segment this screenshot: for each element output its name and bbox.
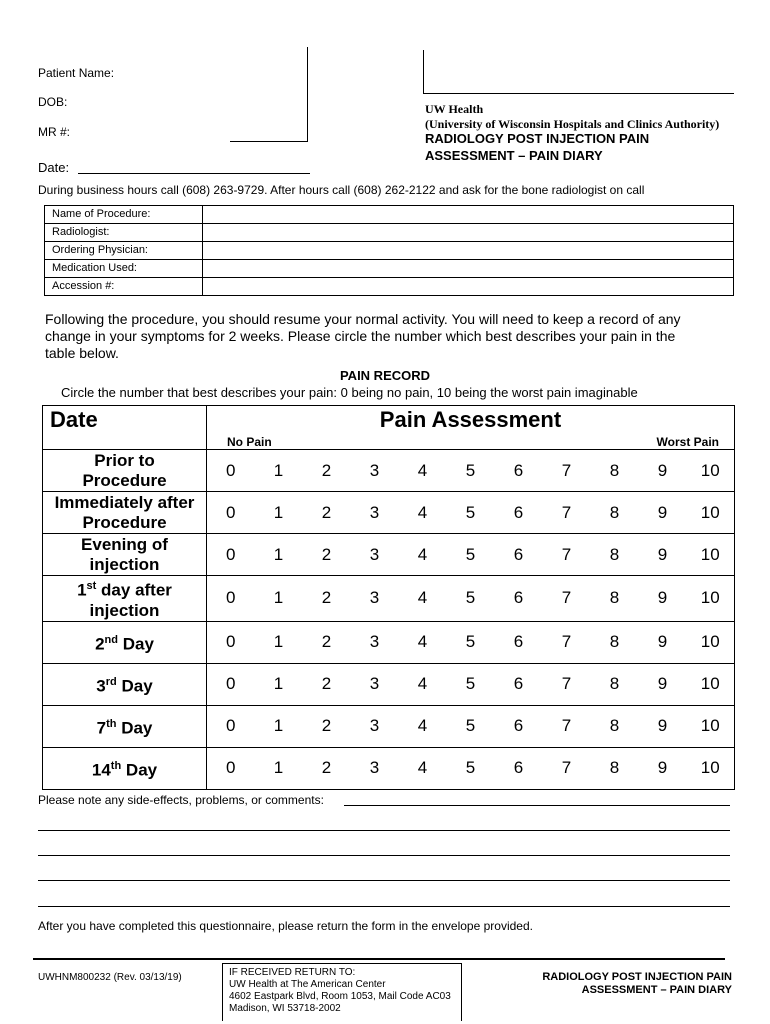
table-row (45, 206, 734, 224)
date-cell (43, 492, 207, 534)
date-cell (43, 534, 207, 576)
pain-score-option[interactable]: 6 (495, 663, 543, 705)
pain-score-option[interactable]: 6 (495, 450, 543, 492)
pain-score-option[interactable]: 5 (447, 534, 495, 576)
procedure-name-field[interactable] (203, 206, 734, 224)
assessment-column-header: Pain Assessment (207, 406, 735, 435)
date-cell (43, 705, 207, 747)
pain-score-option[interactable]: 9 (639, 747, 687, 789)
date-cell (43, 663, 207, 705)
pain-score-option[interactable]: 3 (351, 534, 399, 576)
row-label-line2: Procedure (82, 512, 167, 532)
day-label: day after (96, 580, 172, 600)
table-row (45, 278, 734, 296)
date-cell (43, 450, 207, 492)
pain-score-option[interactable]: 10 (687, 705, 735, 747)
radiologist-label: Radiologist: (45, 224, 203, 242)
pain-score-option[interactable]: 2 (303, 663, 351, 705)
pain-score-option[interactable]: 10 (687, 492, 735, 534)
ordinal-suffix: st (86, 580, 97, 592)
patient-box-border (307, 47, 308, 142)
pain-score-option[interactable]: 9 (639, 492, 687, 534)
pain-record-subtitle: Circle the number that best describes your pain: 0 being no pain, 10 being the worst pain imaginable (61, 385, 638, 400)
pain-score-option[interactable]: 8 (591, 534, 639, 576)
pain-score-option[interactable]: 4 (399, 621, 447, 663)
pain-score-option[interactable]: 3 (351, 576, 399, 622)
accession-label: Accession #: (45, 278, 203, 296)
table-header-row (43, 406, 735, 435)
pain-score-option[interactable]: 2 (303, 450, 351, 492)
pain-score-option[interactable]: 4 (399, 705, 447, 747)
return-address-line: 4602 Eastpark Blvd, Room 1053, Mail Code AC03 (229, 991, 451, 1002)
pain-score-option[interactable]: 0 (207, 747, 255, 789)
pain-score-option[interactable]: 7 (543, 663, 591, 705)
date-cell (43, 576, 207, 622)
pain-score-option[interactable]: 1 (255, 534, 303, 576)
day-number: 3 (96, 676, 106, 696)
pain-score-option[interactable]: 2 (303, 747, 351, 789)
contact-note: During business hours call (608) 263-9729. After hours call (608) 262-2122 and ask for the bone radiologist on call (38, 183, 645, 197)
pain-score-option[interactable]: 6 (495, 621, 543, 663)
pain-record-table (42, 405, 735, 790)
pain-score-option[interactable]: 5 (447, 576, 495, 622)
pain-score-option[interactable]: 2 (303, 534, 351, 576)
row-label-line1: Immediately after (54, 492, 195, 512)
day-label: Day (116, 718, 153, 738)
table-row (43, 663, 735, 705)
pain-score-option[interactable]: 7 (543, 705, 591, 747)
day-number: 1 (77, 580, 87, 600)
pain-score-option[interactable]: 1 (255, 492, 303, 534)
ordinal-suffix: rd (105, 675, 117, 688)
date-cell (43, 747, 207, 789)
form-id: UWHNM800232 (Rev. 03/13/19) (38, 972, 182, 983)
ordering-physician-field[interactable] (203, 242, 734, 260)
return-address-line: Madison, WI 53718-2002 (229, 1003, 341, 1014)
pain-score-option[interactable]: 1 (255, 705, 303, 747)
pain-score-option[interactable]: 8 (591, 663, 639, 705)
worst-pain-label: Worst Pain (656, 434, 719, 449)
return-address-box (222, 963, 462, 1021)
table-row (43, 492, 735, 534)
row-label-line1: Evening of (81, 534, 168, 554)
pain-score-option[interactable]: 5 (447, 705, 495, 747)
pain-score-option[interactable]: 9 (639, 705, 687, 747)
pain-score-option[interactable]: 6 (495, 705, 543, 747)
pain-score-option[interactable]: 10 (687, 576, 735, 622)
org-name: UW Health (425, 102, 484, 116)
pain-score-option[interactable]: 4 (399, 576, 447, 622)
pain-score-option[interactable]: 2 (303, 576, 351, 622)
pain-score-option[interactable]: 0 (207, 621, 255, 663)
pain-score-option[interactable]: 4 (399, 492, 447, 534)
pain-score-option[interactable]: 10 (687, 747, 735, 789)
ordering-physician-label: Ordering Physician: (45, 242, 203, 260)
day-number: 2 (95, 634, 105, 654)
header-box-border (423, 93, 734, 94)
pain-score-option[interactable]: 7 (543, 534, 591, 576)
pain-score-option[interactable]: 9 (639, 534, 687, 576)
patient-name-label: Patient Name: (38, 66, 115, 80)
row-label-line2: injection (89, 600, 160, 620)
pain-score-option[interactable]: 5 (447, 621, 495, 663)
pain-score-option[interactable]: 0 (207, 663, 255, 705)
pain-score-option[interactable]: 7 (543, 492, 591, 534)
table-row (45, 242, 734, 260)
date-field[interactable] (78, 173, 310, 174)
pain-score-option[interactable]: 5 (447, 747, 495, 789)
pain-score-option[interactable]: 5 (447, 492, 495, 534)
pain-score-option[interactable]: 3 (351, 705, 399, 747)
pain-score-option[interactable]: 3 (351, 621, 399, 663)
row-label-line1 (43, 576, 206, 601)
return-address-line: IF RECEIVED RETURN TO: (229, 967, 356, 978)
pain-score-option[interactable]: 10 (687, 534, 735, 576)
pain-score-option[interactable]: 0 (207, 576, 255, 622)
row-label-line1: Prior to (94, 450, 155, 470)
pain-score-option[interactable]: 9 (639, 450, 687, 492)
date-column-header: Date (43, 406, 207, 450)
pain-score-option[interactable]: 0 (207, 534, 255, 576)
day-label: Day (116, 676, 153, 696)
comments-line[interactable] (38, 906, 730, 907)
form-title-line2: ASSESSMENT – PAIN DIARY (425, 148, 603, 163)
pain-score-option[interactable]: 1 (255, 450, 303, 492)
row-label (43, 630, 206, 655)
pain-score-option[interactable]: 8 (591, 621, 639, 663)
instructions-paragraph: Following the procedure, you should resume your normal activity. You will need to keep a record of any change in your symptoms for 2 weeks. Please circle the number which best describes your pain in the table below. (45, 311, 681, 361)
pain-score-option[interactable]: 7 (543, 450, 591, 492)
mr-label: MR #: (38, 125, 71, 139)
day-label: Day (121, 760, 158, 780)
date-label: Date: (38, 160, 70, 175)
table-row (43, 747, 735, 789)
pain-score-option[interactable]: 2 (303, 705, 351, 747)
pain-score-option[interactable]: 10 (687, 663, 735, 705)
pain-score-option[interactable]: 10 (687, 621, 735, 663)
table-row (43, 576, 735, 622)
medication-label: Medication Used: (45, 260, 203, 278)
day-label: Day (118, 634, 154, 654)
pain-score-option[interactable]: 3 (351, 663, 399, 705)
pain-score-option[interactable]: 0 (207, 492, 255, 534)
procedure-info-table (44, 205, 734, 296)
table-row (43, 621, 735, 663)
pain-score-option[interactable]: 6 (495, 747, 543, 789)
pain-score-option[interactable]: 4 (399, 663, 447, 705)
pain-score-option[interactable]: 5 (447, 663, 495, 705)
pain-score-option[interactable]: 8 (591, 747, 639, 789)
pain-score-option[interactable]: 5 (447, 450, 495, 492)
pain-score-option[interactable]: 9 (639, 663, 687, 705)
row-label (43, 714, 206, 739)
pain-score-option[interactable]: 0 (207, 450, 255, 492)
pain-score-option[interactable]: 0 (207, 705, 255, 747)
comments-line[interactable] (38, 830, 730, 831)
pain-score-option[interactable]: 8 (591, 492, 639, 534)
ordinal-suffix: th (106, 717, 117, 730)
pain-score-option[interactable]: 10 (687, 450, 735, 492)
dob-label: DOB: (38, 95, 68, 109)
pain-score-option[interactable]: 7 (543, 576, 591, 622)
return-note: After you have completed this questionnaire, please return the form in the envelope provided. (38, 919, 533, 933)
pain-score-option[interactable]: 7 (543, 747, 591, 789)
row-label (43, 672, 206, 697)
pain-score-option[interactable]: 9 (639, 576, 687, 622)
patient-box-border (230, 141, 308, 142)
footer-title (470, 971, 732, 997)
pain-score-option[interactable]: 4 (399, 747, 447, 789)
comments-line[interactable] (38, 855, 730, 856)
pain-score-option[interactable]: 2 (303, 492, 351, 534)
pain-score-option[interactable]: 4 (399, 450, 447, 492)
pain-score-option[interactable]: 8 (591, 576, 639, 622)
header-box-border (423, 50, 424, 94)
pain-record-title: PAIN RECORD (339, 368, 431, 383)
day-number: 7 (96, 718, 107, 738)
table-row (45, 260, 734, 278)
ordinal-suffix: th (110, 759, 122, 772)
footer-title-line2: ASSESSMENT – PAIN DIARY (581, 984, 732, 996)
table-row (45, 224, 734, 242)
no-pain-label: No Pain (227, 434, 272, 449)
form-title-line1: RADIOLOGY POST INJECTION PAIN (425, 131, 650, 146)
pain-score-option[interactable]: 6 (495, 492, 543, 534)
return-address-line: UW Health at The American Center (229, 979, 386, 990)
table-row (43, 705, 735, 747)
footer-divider (33, 958, 725, 960)
table-row (43, 450, 735, 492)
pain-score-option[interactable]: 6 (495, 576, 543, 622)
row-label-line2: injection (89, 554, 160, 574)
pain-score-option[interactable]: 9 (639, 621, 687, 663)
pain-score-option[interactable]: 3 (351, 747, 399, 789)
pain-score-option[interactable]: 1 (255, 747, 303, 789)
pain-score-option[interactable]: 8 (591, 705, 639, 747)
comments-label: Please note any side-effects, problems, or comments: (38, 793, 324, 807)
pain-score-option[interactable]: 1 (255, 663, 303, 705)
ordinal-suffix: nd (104, 633, 118, 646)
day-number: 14 (91, 760, 111, 780)
pain-score-option[interactable]: 3 (351, 450, 399, 492)
pain-score-option[interactable]: 2 (303, 621, 351, 663)
pain-score-option[interactable]: 7 (543, 621, 591, 663)
pain-score-option[interactable]: 1 (255, 621, 303, 663)
org-full-name: (University of Wisconsin Hospitals and Clinics Authority) (425, 117, 720, 131)
procedure-name-label: Name of Procedure: (45, 206, 203, 224)
pain-score-option[interactable]: 3 (351, 492, 399, 534)
pain-score-option[interactable]: 4 (399, 534, 447, 576)
row-label (43, 756, 206, 781)
pain-score-option[interactable]: 6 (495, 534, 543, 576)
accession-field[interactable] (203, 278, 734, 296)
date-cell (43, 621, 207, 663)
pain-score-option[interactable]: 1 (255, 576, 303, 622)
comments-line[interactable] (344, 805, 730, 806)
comments-line[interactable] (38, 880, 730, 881)
medication-field[interactable] (203, 260, 734, 278)
pain-score-option[interactable]: 8 (591, 450, 639, 492)
radiologist-field[interactable] (203, 224, 734, 242)
footer-title-line1: RADIOLOGY POST INJECTION PAIN (542, 971, 732, 983)
table-row (43, 534, 735, 576)
row-label-line2: Procedure (82, 470, 167, 490)
